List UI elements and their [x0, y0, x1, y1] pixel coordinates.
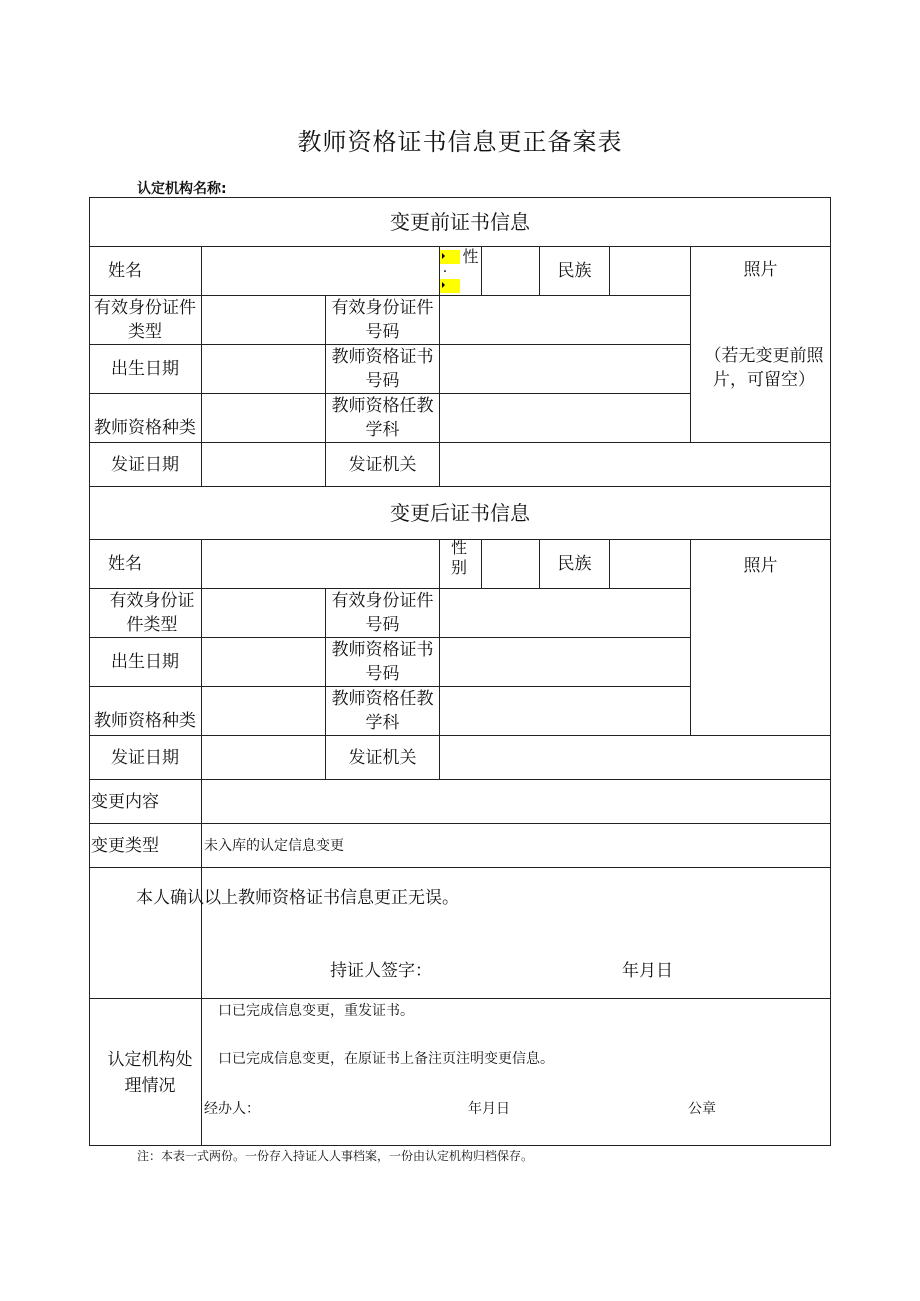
- before-gender-dot: ·: [442, 264, 448, 280]
- after-issuer-label: 发证机关: [348, 747, 417, 768]
- before-id-type-field[interactable]: [202, 296, 325, 344]
- seal-label: 公章: [688, 1101, 716, 1117]
- after-name-label: 姓名: [108, 554, 142, 574]
- after-subject-label: 教师资格任教学科: [331, 689, 434, 733]
- before-photo-note: （若无变更前照片，可留空）: [704, 346, 824, 390]
- change-type-label: 变更类型: [91, 835, 159, 856]
- before-birth-date-label: 出生日期: [111, 359, 179, 379]
- org-name-label: 认定机构名称:: [137, 181, 227, 197]
- handling-option-1[interactable]: 口已完成信息变更，重发证书。: [218, 1003, 414, 1019]
- table-border-bottom: [89, 1145, 831, 1146]
- before-birth-date-field[interactable]: [202, 345, 325, 393]
- before-id-number-field[interactable]: [440, 296, 690, 344]
- footnote: 注：本表一式两份。一份存入持证人人事档案，一份由认定机构归档保存。: [137, 1149, 534, 1163]
- handling-label: 认定机构处理情况: [107, 1050, 193, 1096]
- before-issuer-label: 发证机关: [348, 454, 417, 475]
- table-border-right: [830, 197, 831, 1145]
- before-id-number-label: 有效身份证件号码: [331, 298, 434, 342]
- after-id-type-label: 有效身份证件类型: [109, 591, 195, 635]
- after-section-title: 变更后证书信息: [390, 501, 530, 525]
- change-content-field[interactable]: [202, 780, 830, 823]
- before-cert-number-label: 教师资格证书号码: [331, 347, 434, 391]
- before-photo-label: 照片: [743, 260, 778, 280]
- before-cert-type-label: 教师资格种类: [94, 418, 196, 438]
- after-photo-label: 照片: [743, 556, 778, 576]
- after-cert-number-label: 教师资格证书号码: [331, 640, 434, 684]
- confirm-text: 本人确认以上教师资格证书信息更正无误。: [136, 888, 459, 908]
- before-ethnicity-field[interactable]: [610, 247, 690, 295]
- after-id-number-label: 有效身份证件号码: [331, 591, 434, 635]
- before-id-type-label: 有效身份证件类型: [94, 298, 196, 342]
- after-cert-number-field[interactable]: [440, 638, 690, 686]
- before-gender-label: 性: [462, 247, 479, 266]
- after-ethnicity-field[interactable]: [610, 540, 690, 588]
- after-birth-date-label: 出生日期: [111, 652, 179, 672]
- before-name-field[interactable]: [202, 247, 439, 295]
- handling-date-label: 年月日: [468, 1101, 510, 1117]
- change-content-label: 变更内容: [91, 791, 159, 812]
- before-subject-label: 教师资格任教学科: [331, 396, 434, 440]
- before-name-label: 姓名: [108, 261, 142, 281]
- before-issue-date-label: 发证日期: [111, 454, 179, 475]
- after-issue-date-field[interactable]: [202, 736, 325, 779]
- before-issue-date-field[interactable]: [202, 443, 325, 486]
- after-ethnicity-label: 民族: [557, 554, 592, 574]
- after-cert-type-field[interactable]: [202, 687, 325, 735]
- before-cert-type-field[interactable]: [202, 394, 325, 442]
- before-gender-field[interactable]: [482, 247, 539, 295]
- holder-date-label: 年月日: [622, 961, 673, 981]
- after-id-number-field[interactable]: [440, 589, 690, 637]
- handling-option-2[interactable]: 口已完成信息变更，在原证书上备注页注明变更信息。: [218, 1051, 554, 1067]
- before-ethnicity-label: 民族: [557, 261, 592, 281]
- before-subject-field[interactable]: [440, 394, 690, 442]
- after-birth-date-field[interactable]: [202, 638, 325, 686]
- after-id-type-field[interactable]: [202, 589, 325, 637]
- after-gender-field[interactable]: [482, 540, 539, 588]
- after-issuer-field[interactable]: [440, 736, 830, 779]
- before-section-title: 变更前证书信息: [390, 210, 530, 234]
- change-type-value: 未入库的认定信息变更: [204, 837, 344, 854]
- after-name-field[interactable]: [202, 540, 439, 588]
- after-issue-date-label: 发证日期: [111, 747, 179, 768]
- holder-sign-label: 持证人签字：: [330, 961, 432, 981]
- after-cert-type-label: 教师资格种类: [94, 711, 196, 731]
- page-title: 教师资格证书信息更正备案表: [297, 128, 623, 156]
- before-issuer-field[interactable]: [440, 443, 830, 486]
- before-cert-number-field[interactable]: [440, 345, 690, 393]
- after-gender-label: 性别: [450, 538, 467, 577]
- handler-label: 经办人：: [204, 1101, 260, 1117]
- after-subject-field[interactable]: [440, 687, 690, 735]
